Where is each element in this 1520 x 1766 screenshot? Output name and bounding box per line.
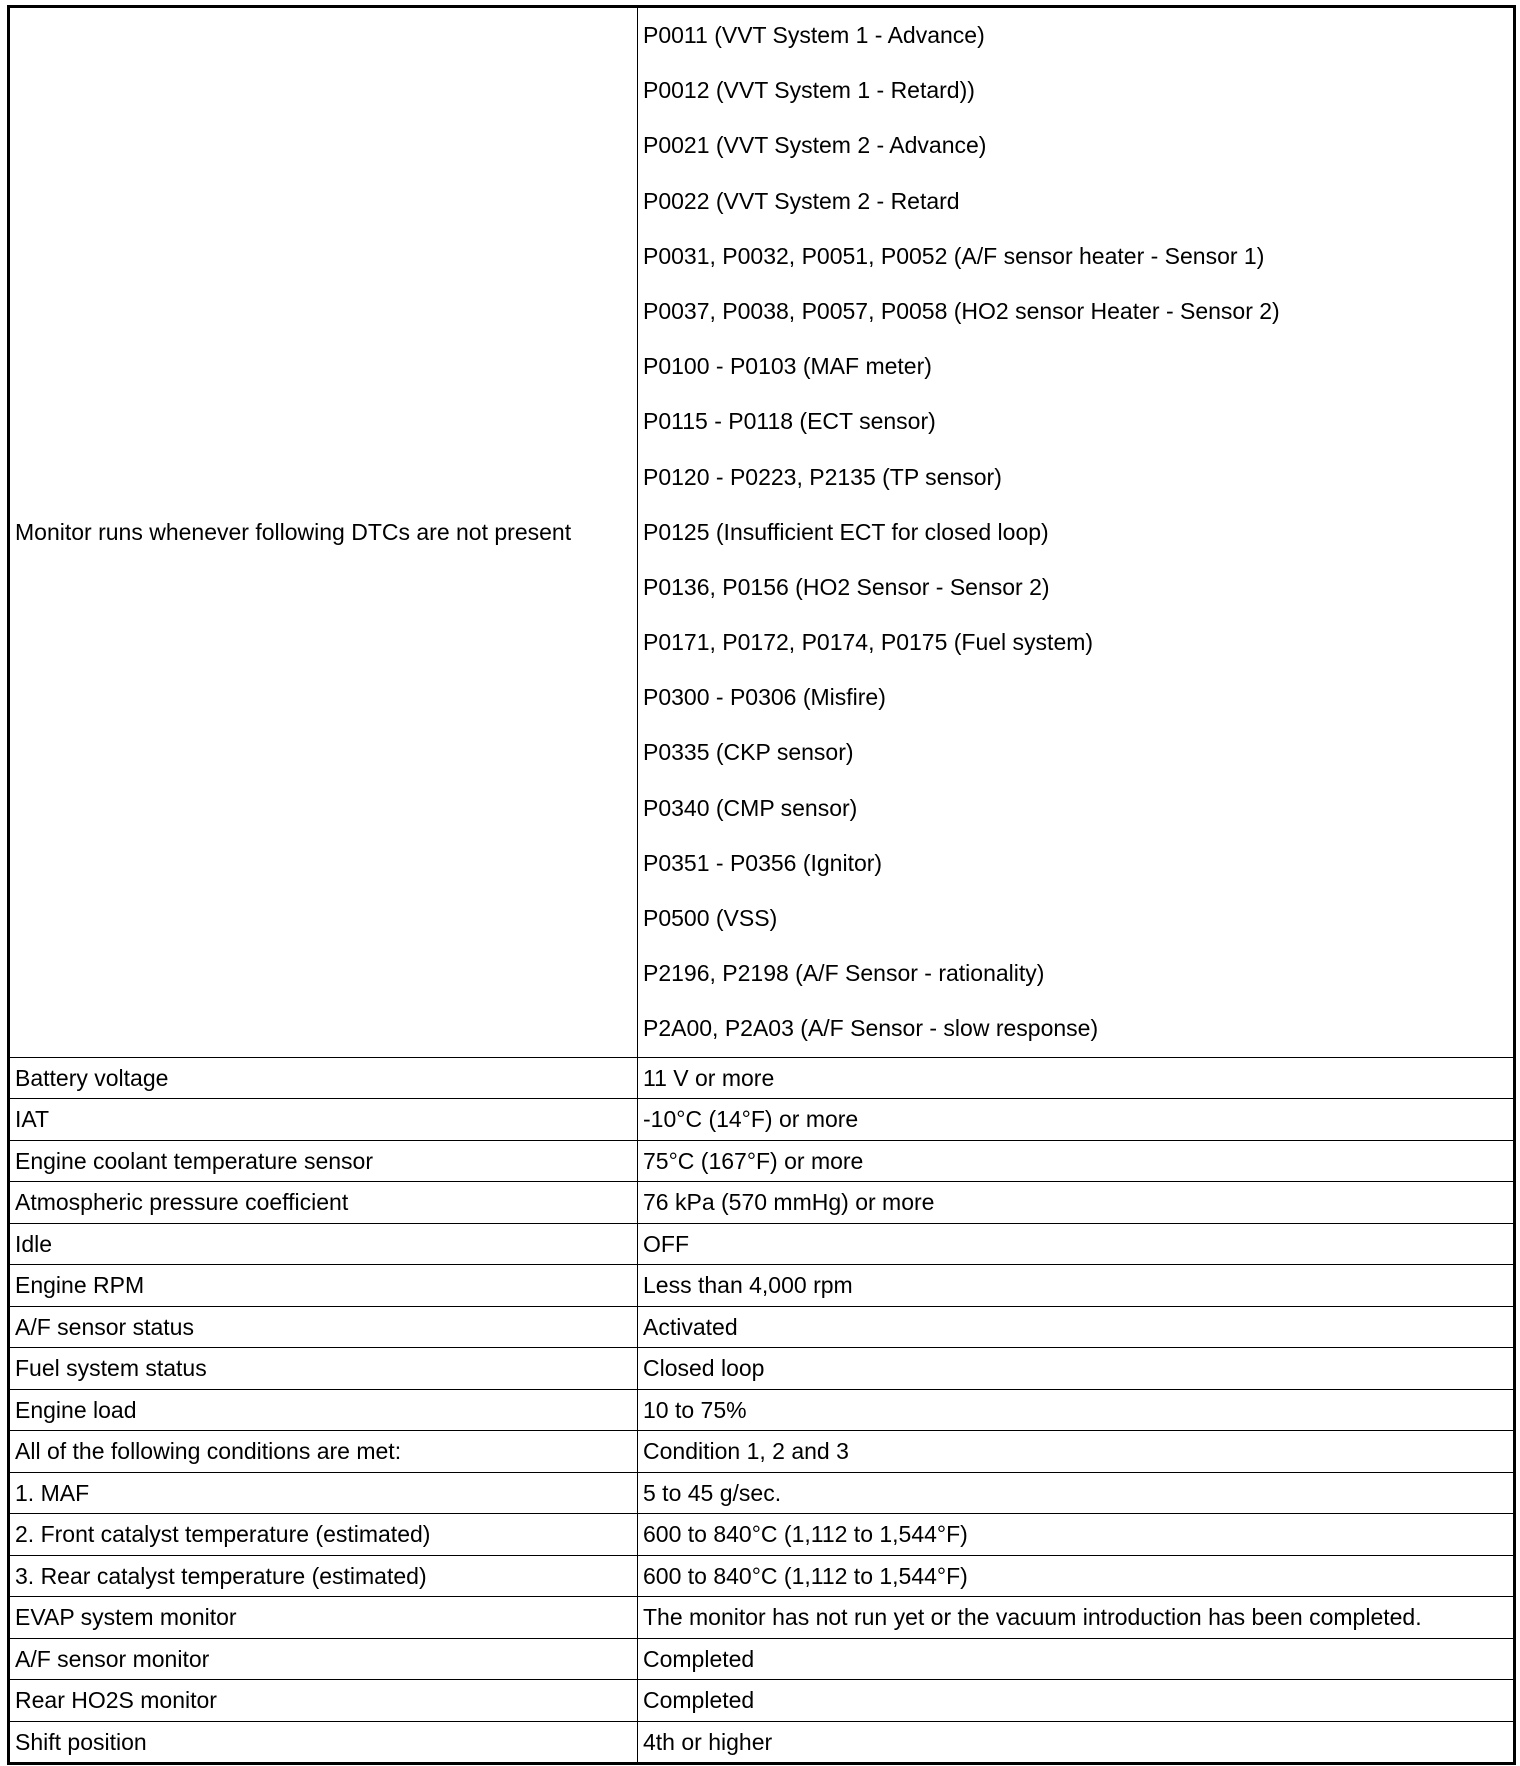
table-row <box>9 1265 1515 1307</box>
dtc-item: P0012 (VVT System 1 - Retard)) <box>643 77 975 104</box>
table-row <box>9 1057 1515 1099</box>
condition-value: 600 to 840°C (1,112 to 1,544°F) <box>638 1555 1515 1597</box>
table-row <box>9 1348 1515 1390</box>
table-row <box>9 1182 1515 1224</box>
table-row <box>9 1638 1515 1680</box>
dtc-item: P0351 - P0356 (Ignitor) <box>643 849 883 876</box>
condition-label: Atmospheric pressure coefficient <box>9 1182 638 1224</box>
dtc-exclusion-list <box>638 7 1515 1058</box>
condition-label: Rear HO2S monitor <box>9 1680 638 1722</box>
table-row <box>9 1140 1515 1182</box>
dtc-item: P0500 (VSS) <box>643 905 778 931</box>
condition-label: All of the following conditions are met: <box>9 1431 638 1473</box>
condition-label: 2. Front catalyst temperature (estimated) <box>9 1514 638 1556</box>
condition-label: 1. MAF <box>9 1472 638 1514</box>
condition-label: A/F sensor status <box>9 1306 638 1348</box>
table-body <box>9 7 1515 1764</box>
condition-value: 76 kPa (570 mmHg) or more <box>638 1182 1515 1224</box>
table-row <box>9 1514 1515 1556</box>
condition-value: 75°C (167°F) or more <box>638 1140 1515 1182</box>
condition-value: 4th or higher <box>638 1721 1515 1764</box>
monitor-conditions-table <box>7 5 1516 1765</box>
condition-value: Less than 4,000 rpm <box>638 1265 1515 1307</box>
dtc-item: P0037, P0038, P0057, P0058 (HO2 sensor Heater - Sensor 2) <box>643 297 1280 324</box>
table-row <box>9 1223 1515 1265</box>
condition-value: 600 to 840°C (1,112 to 1,544°F) <box>638 1514 1515 1556</box>
dtc-item: P0031, P0032, P0051, P0052 (A/F sensor heater - Sensor 1) <box>643 242 1265 269</box>
dtc-item: P0136, P0156 (HO2 Sensor - Sensor 2) <box>643 573 1050 600</box>
dtc-item: P0100 - P0103 (MAF meter) <box>643 353 932 380</box>
table-row <box>9 1721 1515 1764</box>
condition-value: -10°C (14°F) or more <box>638 1099 1515 1141</box>
dtc-item: P0011 (VVT System 1 - Advance) <box>643 22 985 48</box>
dtc-exclusion-label: Monitor runs whenever following DTCs are not present <box>9 7 638 1058</box>
condition-value: The monitor has not run yet or the vacuum introduction has been completed. <box>638 1597 1515 1639</box>
condition-value: Completed <box>638 1680 1515 1722</box>
table-row-dtc-exclusions <box>9 7 1515 1058</box>
dtc-item: P0022 (VVT System 2 - Retard <box>643 187 960 214</box>
dtc-item: P0340 (CMP sensor) <box>643 794 858 821</box>
dtc-item: P0021 (VVT System 2 - Advance) <box>643 132 987 159</box>
condition-label: Fuel system status <box>9 1348 638 1390</box>
table-row <box>9 1431 1515 1473</box>
table-row <box>9 1555 1515 1597</box>
condition-label: Battery voltage <box>9 1057 638 1099</box>
condition-label: EVAP system monitor <box>9 1597 638 1639</box>
condition-value: Activated <box>638 1306 1515 1348</box>
condition-label: A/F sensor monitor <box>9 1638 638 1680</box>
condition-label: 3. Rear catalyst temperature (estimated) <box>9 1555 638 1597</box>
condition-value: OFF <box>638 1223 1515 1265</box>
table-row <box>9 1597 1515 1639</box>
condition-label: IAT <box>9 1099 638 1141</box>
condition-value: Closed loop <box>638 1348 1515 1390</box>
condition-label: Engine coolant temperature sensor <box>9 1140 638 1182</box>
condition-value: Completed <box>638 1638 1515 1680</box>
condition-value: 5 to 45 g/sec. <box>638 1472 1515 1514</box>
condition-label: Engine load <box>9 1389 638 1431</box>
table-row <box>9 1389 1515 1431</box>
condition-label: Idle <box>9 1223 638 1265</box>
condition-label: Shift position <box>9 1721 638 1764</box>
dtc-item: P2196, P2198 (A/F Sensor - rationality) <box>643 960 1045 987</box>
dtc-item: P2A00, P2A03 (A/F Sensor - slow response) <box>643 1015 1099 1042</box>
table-row <box>9 1306 1515 1348</box>
dtc-item: P0300 - P0306 (Misfire) <box>643 684 886 711</box>
condition-value: Condition 1, 2 and 3 <box>638 1431 1515 1473</box>
dtc-item: P0120 - P0223, P2135 (TP sensor) <box>643 463 1002 490</box>
condition-value: 11 V or more <box>638 1057 1515 1099</box>
dtc-item: P0335 (CKP sensor) <box>643 739 854 766</box>
table-row <box>9 1680 1515 1722</box>
table-row <box>9 1472 1515 1514</box>
dtc-item: P0115 - P0118 (ECT sensor) <box>643 408 936 435</box>
dtc-item: P0125 (Insufficient ECT for closed loop) <box>643 518 1049 545</box>
condition-label: Engine RPM <box>9 1265 638 1307</box>
dtc-item: P0171, P0172, P0174, P0175 (Fuel system) <box>643 629 1094 656</box>
condition-value: 10 to 75% <box>638 1389 1515 1431</box>
table-row <box>9 1099 1515 1141</box>
